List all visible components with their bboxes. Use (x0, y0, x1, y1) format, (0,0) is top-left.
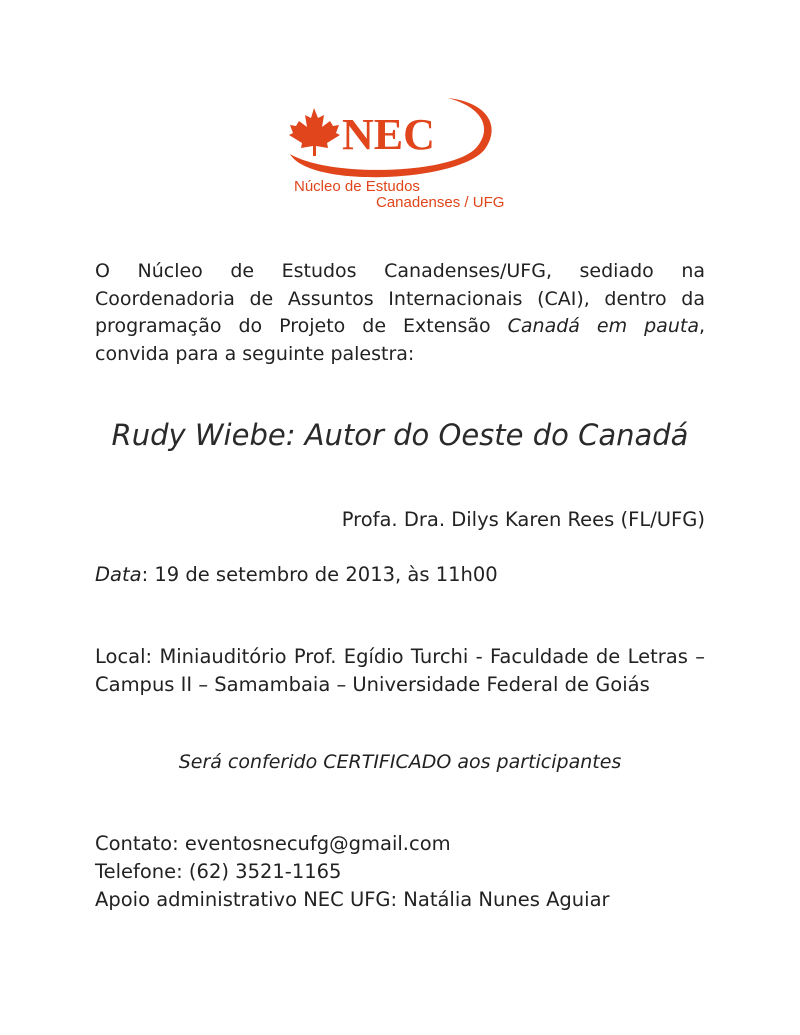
contact-support: Apoio administrativo NEC UFG: Natália Nunes Aguiar (95, 888, 610, 911)
talk-title: Rudy Wiebe: Autor do Oeste do Canadá (111, 418, 689, 452)
project-name: Canadá em pauta (507, 315, 699, 337)
intro-paragraph (95, 258, 705, 368)
date-value: : 19 de setembro de 2013, às 11h00 (141, 563, 498, 586)
certificate-notice: Será conferido CERTIFICADO aos participantes (178, 751, 622, 773)
logo-subtitle-line1: Núcleo de Estudos (294, 178, 420, 195)
contact-email: Contato: eventosnecufg@gmail.com (95, 832, 451, 855)
logo-acronym: NEC (342, 110, 435, 159)
event-location: Local: Miniauditório Prof. Egídio Turchi - Faculdade de Letras – Campus II – Samambaia – Universidade Federal de Goiás (95, 645, 705, 696)
intro-text-start: O Núcleo de Estudos Canadenses/UFG, sediado na Coordenadoria de Assuntos Internacionais (CAI), dentro da programação do Projeto de Extensão (95, 260, 705, 337)
nec-logo (280, 94, 540, 214)
date-label: Data (95, 563, 142, 586)
maple-leaf-icon (289, 108, 340, 156)
speaker: Profa. Dra. Dilys Karen Rees (FL/UFG) (341, 508, 705, 531)
logo-subtitle-line2: Canadenses / UFG (376, 194, 505, 211)
intro-text-end: , convida para a seguinte palestra: (95, 315, 706, 365)
nec-logo-graphic (280, 94, 540, 184)
contact-phone: Telefone: (62) 3521-1165 (95, 860, 342, 883)
contacts-block (95, 830, 610, 914)
event-date (95, 563, 498, 586)
